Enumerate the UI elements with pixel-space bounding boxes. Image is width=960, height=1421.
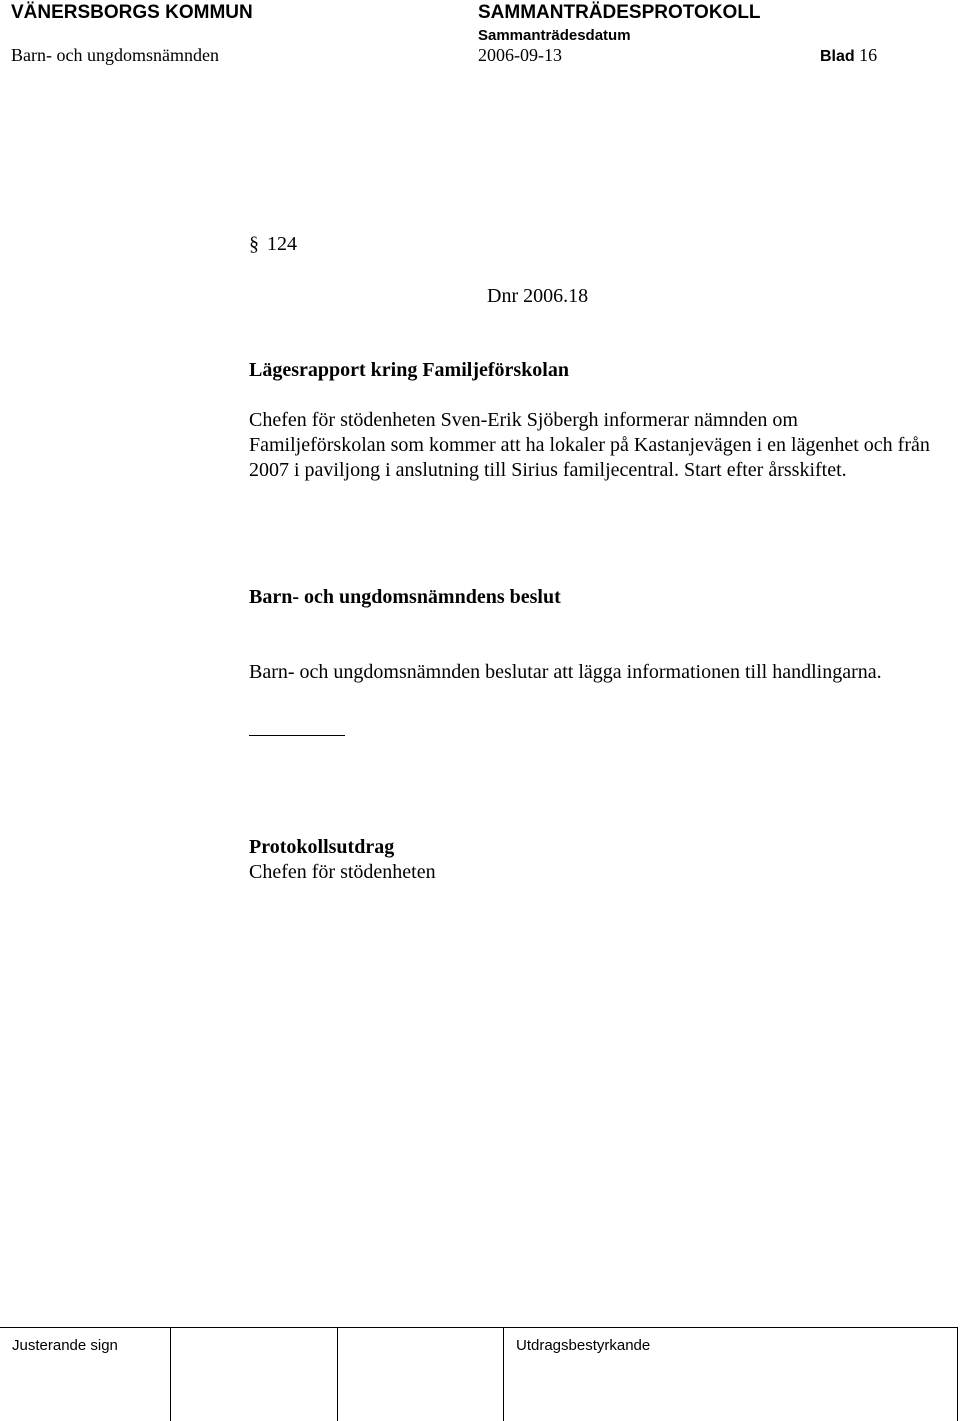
section-divider <box>249 735 345 736</box>
page-number: 16 <box>859 45 878 65</box>
section-number: 124 <box>267 233 297 255</box>
paragraph-number <box>249 233 297 256</box>
utdragsbestyrkande-label: Utdragsbestyrkande <box>516 1337 651 1354</box>
diary-number: Dnr 2006.18 <box>487 285 589 307</box>
footer-column-divider <box>957 1327 958 1421</box>
extract-recipient: Chefen för stödenheten <box>249 861 436 883</box>
meeting-date-label: Sammanträdesdatum <box>478 27 631 44</box>
footer-column-divider <box>503 1327 504 1421</box>
committee-name: Barn- och ungdomsnämnden <box>11 45 219 65</box>
extract-heading: Protokollsutdrag <box>249 836 395 858</box>
footer-border <box>0 1327 958 1328</box>
decision-text: Barn- och ungdomsnämnden beslutar att lägga informationen till handlingarna. <box>249 661 882 683</box>
document-type: SAMMANTRÄDESPROTOKOLL <box>478 2 761 23</box>
organization-name: VÄNERSBORGS KOMMUN <box>11 2 253 23</box>
page-indicator <box>820 45 877 66</box>
section-symbol: § <box>249 233 259 255</box>
item-title: Lägesrapport kring Familjeförskolan <box>249 359 569 381</box>
page-label: Blad <box>820 48 855 65</box>
decision-heading: Barn- och ungdomsnämndens beslut <box>249 586 561 608</box>
justerande-sign-label: Justerande sign <box>12 1337 118 1354</box>
footer-column-divider <box>170 1327 171 1421</box>
footer-column-divider <box>337 1327 338 1421</box>
item-body: Chefen för stödenheten Sven-Erik Sjöbergh informerar nämnden om Familjeförskolan som kommer att ha lokaler på Kastanjevägen i en lägenhet och från 2007 i paviljong i anslutning till Sirius familjecentral. Start efter årsskiftet. <box>249 409 930 481</box>
meeting-date: 2006-09-13 <box>478 45 562 65</box>
